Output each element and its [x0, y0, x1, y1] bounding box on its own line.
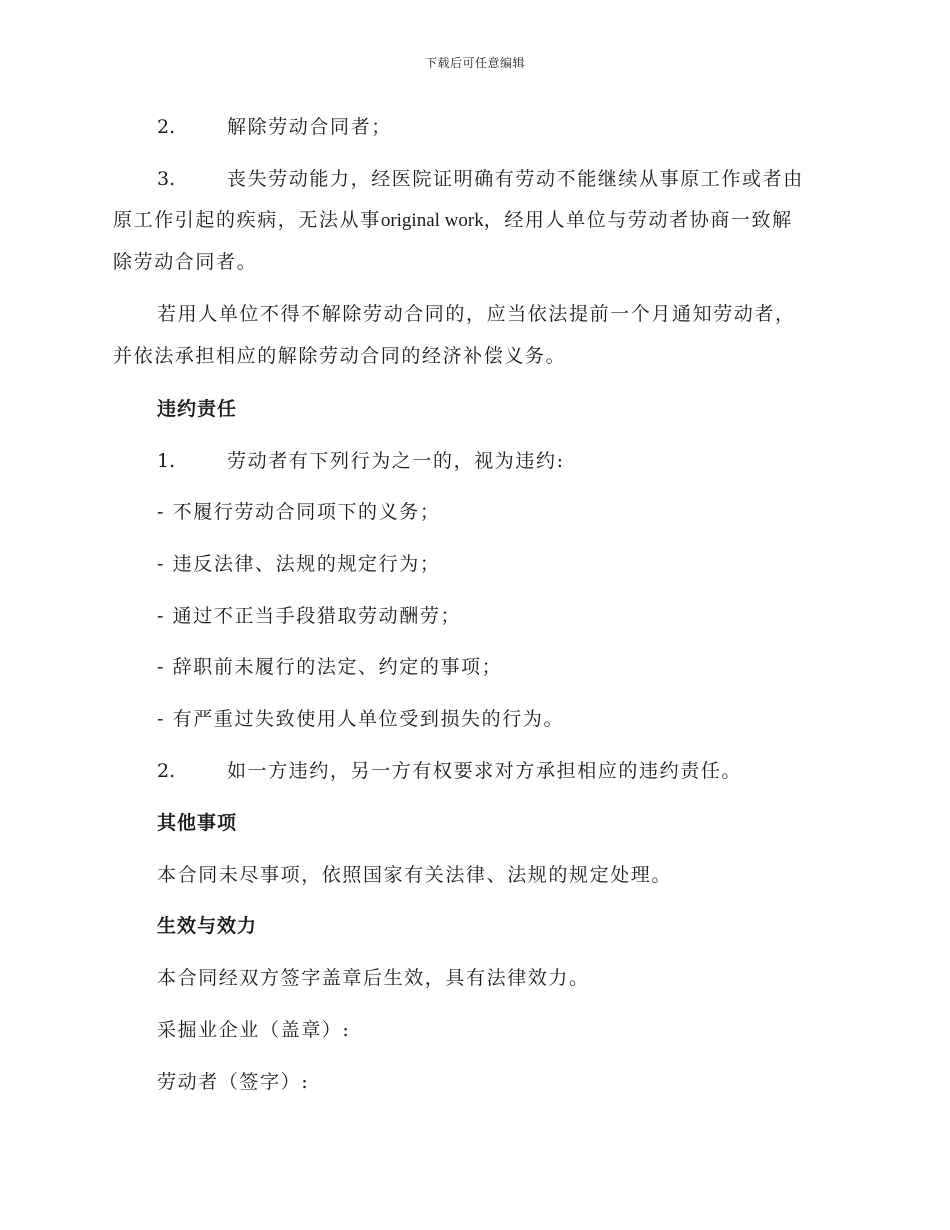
- item-number: 3.: [157, 168, 176, 190]
- breach-item-1: [157, 452, 565, 471]
- breach-bullet: - 辞职前未履行的法定、约定的事项；: [157, 656, 503, 678]
- breach-item-2: [157, 762, 742, 781]
- termination-note-line-2: 并依法承担相应的解除劳动合同的经济补偿义务。: [113, 345, 567, 367]
- termination-item-2: [157, 118, 392, 137]
- effect-text: 本合同经双方签字盖章后生效，具有法律效力。: [157, 967, 590, 989]
- item-text-post: ，经用人单位与劳动者协商一致解: [483, 209, 793, 231]
- breach-bullet: - 有严重过失致使用人单位受到损失的行为。: [157, 708, 565, 730]
- item-number: 1.: [157, 450, 176, 472]
- employer-signature-label: 采掘业企业（盖章）:: [157, 1019, 351, 1041]
- item-number: 2.: [157, 116, 176, 138]
- section-heading-effect: 生效与效力: [157, 915, 258, 937]
- breach-bullet: - 不履行劳动合同项下的义务；: [157, 501, 441, 523]
- item-number: 2.: [157, 760, 176, 782]
- worker-signature-label: 劳动者（签字）:: [157, 1071, 310, 1093]
- termination-item-3-line-3: 除劳动合同者。: [113, 251, 258, 273]
- termination-item-3-line-1: [157, 170, 804, 189]
- termination-item-3-line-2: [113, 211, 793, 230]
- item-text: 如一方违约，另一方有权要求对方承担相应的违约责任。: [227, 760, 743, 782]
- page-header: 下载后可任意编辑: [424, 56, 525, 70]
- section-heading-other: 其他事项: [157, 812, 238, 834]
- section-heading-breach: 违约责任: [157, 398, 238, 420]
- termination-note-line-1: 若用人单位不得不解除劳动合同的，应当依法提前一个月通知劳动者，: [157, 303, 796, 325]
- item-text: 解除劳动合同者；: [227, 116, 392, 138]
- item-text-pre: 原工作引起的疾病，无法从事: [113, 209, 381, 231]
- item-text-latin: original work: [380, 210, 484, 231]
- other-text: 本合同未尽事项，依照国家有关法律、法规的规定处理。: [157, 864, 673, 886]
- breach-bullet: - 通过不正当手段猎取劳动酬劳；: [157, 605, 462, 627]
- item-text: 劳动者有下列行为之一的，视为违约:: [227, 450, 565, 472]
- item-text: 丧失劳动能力，经医院证明确有劳动不能继续从事原工作或者由: [227, 168, 804, 190]
- breach-bullet: - 违反法律、法规的规定行为；: [157, 553, 441, 575]
